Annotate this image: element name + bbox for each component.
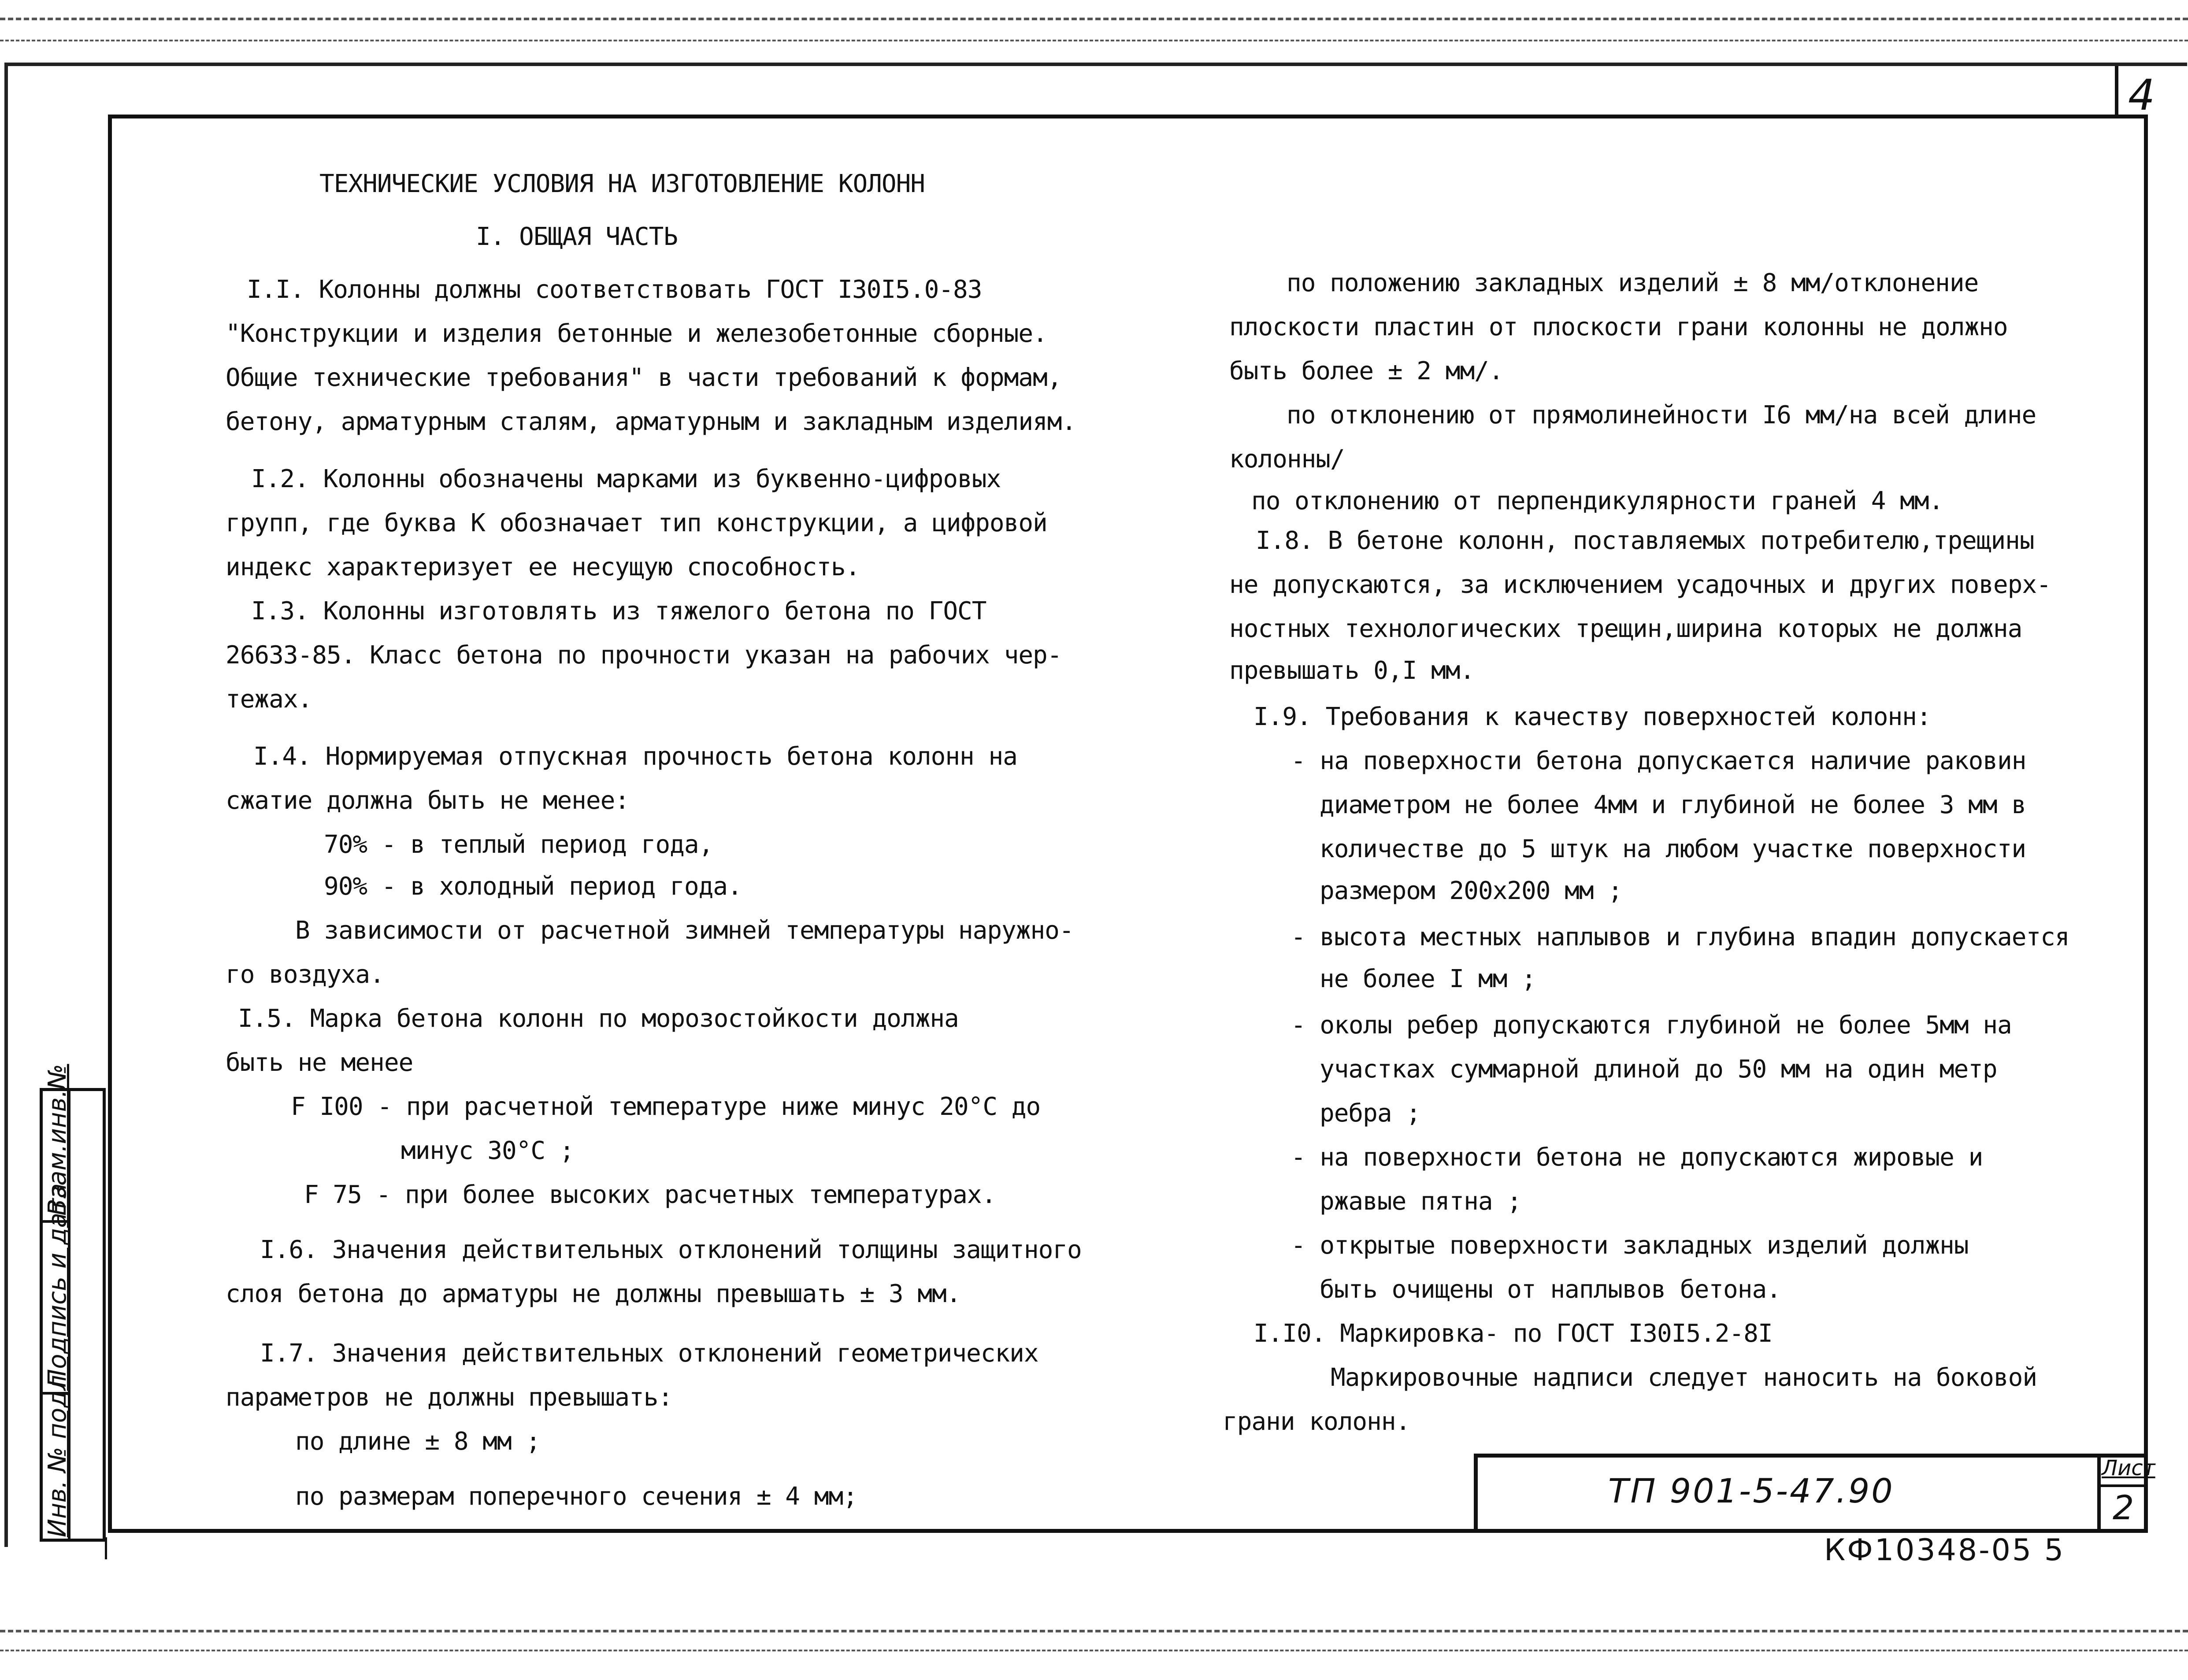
- right-text-line: ржавые пятна ;: [1320, 1187, 1522, 1216]
- left-text-line: I.5. Марка бетона колонн по морозостойкости должна: [238, 1004, 959, 1033]
- right-text-line: грани колонн.: [1223, 1407, 1410, 1436]
- right-text-line: - высота местных наплывов и глубина впадин допускается: [1291, 923, 2069, 951]
- top-cut-line: [0, 18, 2188, 20]
- left-text-line: сжатие должна быть не менее:: [226, 786, 630, 815]
- right-text-line: плоскости пластин от плоскости грани колонны не должно: [1229, 313, 2008, 341]
- sheet-number: 2: [2113, 1488, 2134, 1527]
- bottom-cut-line: [0, 1630, 2188, 1632]
- left-text-line: быть не менее: [226, 1048, 413, 1077]
- corner-sheet-number: 4: [2128, 70, 2155, 120]
- left-text-line: I.I. Колонны должны соответствовать ГОСТ I30I5.0-83: [247, 275, 982, 304]
- left-text-line: по размерам поперечного сечения ± 4 мм;: [295, 1482, 857, 1511]
- right-text-line: количестве до 5 штук на любом участке поверхности: [1320, 835, 2026, 863]
- side-stamp-inv-no: Инв. № подл: [43, 1375, 72, 1537]
- title-block-divider: [2097, 1454, 2101, 1533]
- left-text-line: В зависимости от расчетной зимней температуры наружно-: [295, 916, 1074, 945]
- sheet-label: Лист: [2102, 1456, 2155, 1480]
- right-text-line: не допускаются, за исключением усадочных и других поверх-: [1229, 570, 2051, 599]
- left-text-line: групп, где буква К обозначает тип конструкции, а цифровой: [226, 509, 1047, 537]
- document-code: ТП 901-5-47.90: [1608, 1471, 1895, 1510]
- left-text-line: 90% - в холодный период года.: [324, 872, 742, 901]
- left-text-line: минус 30°С ;: [401, 1136, 574, 1165]
- right-text-line: ребра ;: [1320, 1099, 1421, 1128]
- document-title: ТЕХНИЧЕСКИЕ УСЛОВИЯ НА ИЗГОТОВЛЕНИЕ КОЛОНН: [319, 170, 925, 198]
- right-text-line: быть более ± 2 мм/.: [1229, 357, 1503, 385]
- right-text-line: диаметром не более 4мм и глубиной не более 3 мм в: [1320, 791, 2026, 819]
- right-text-line: участках суммарной длиной до 50 мм на один метр: [1320, 1055, 1997, 1084]
- right-text-line: - на поверхности бетона не допускаются жировые и: [1291, 1143, 1983, 1172]
- right-text-line: I.8. В бетоне колонн, поставляемых потребителю,трещины: [1256, 526, 2034, 555]
- right-text-line: не более I мм ;: [1320, 965, 1536, 993]
- left-text-line: параметров не должны превышать:: [226, 1383, 673, 1412]
- left-text-line: по длине ± 8 мм ;: [295, 1427, 541, 1456]
- left-text-line: индекс характеризует ее несущую способность.: [226, 553, 860, 581]
- right-text-line: колонны/: [1229, 445, 1345, 474]
- left-text-line: I.3. Колонны изготовлять из тяжелого бетона по ГОСТ: [251, 597, 986, 625]
- margin-tick: [105, 1537, 107, 1559]
- archive-code: КФ10348-05 5: [1824, 1533, 2066, 1568]
- right-text-line: - околы ребер допускаются глубиной не более 5мм на: [1291, 1011, 2012, 1040]
- left-text-line: I.7. Значения действительных отклонений геометрических: [260, 1339, 1038, 1368]
- left-text-line: F I00 - при расчетной температуре ниже минус 20°С до: [291, 1092, 1041, 1121]
- right-text-line: размером 200х200 мм ;: [1320, 877, 1623, 905]
- right-text-line: I.9. Требования к качеству поверхностей колонн:: [1253, 703, 1931, 731]
- right-text-line: - на поверхности бетона допускается наличие раковин: [1291, 747, 2026, 775]
- top-cut-line-2: [0, 40, 2188, 41]
- title-block-sheet-divider: [2097, 1484, 2148, 1487]
- left-text-line: F 75 - при более высоких расчетных температурах.: [304, 1180, 996, 1209]
- left-text-line: I.2. Колонны обозначены марками из буквенно-цифровых: [251, 465, 1001, 493]
- bottom-cut-line-2: [0, 1650, 2188, 1651]
- right-text-line: по отклонению от перпендикулярности граней 4 мм.: [1251, 487, 1943, 515]
- side-stamp-vzam-inv: Взам.инв.№: [43, 1064, 72, 1216]
- left-text-line: Общие технические требования" в части требований к формам,: [226, 363, 1062, 392]
- left-text-line: 26633-85. Класс бетона по прочности указан на рабочих чер-: [226, 641, 1062, 670]
- right-text-line: по положению закладных изделий ± 8 мм/отклонение: [1287, 269, 1979, 297]
- left-text-line: "Конструкции и изделия бетонные и железобетонные сборные.: [226, 319, 1047, 348]
- left-text-line: бетону, арматурным сталям, арматурным и закладным изделиям.: [226, 407, 1076, 436]
- left-text-line: 70% - в теплый период года,: [324, 830, 713, 859]
- right-text-line: Маркировочные надписи следует наносить на боковой: [1331, 1363, 2037, 1392]
- right-text-line: I.I0. Маркировка- по ГОСТ I30I5.2-8I: [1253, 1319, 1773, 1348]
- left-text-line: слоя бетона до арматуры не должны превышать ± 3 мм.: [226, 1280, 961, 1308]
- right-text-line: превышать 0,I мм.: [1229, 656, 1475, 685]
- right-text-line: - открытые поверхности закладных изделий должны: [1291, 1231, 1969, 1260]
- side-stamp-podpis-data: Подпись и дата: [43, 1183, 72, 1388]
- left-text-line: I.6. Значения действительных отклонений толщины защитного: [260, 1236, 1082, 1264]
- right-text-line: быть очищены от наплывов бетона.: [1320, 1275, 1781, 1304]
- left-text-line: го воздуха.: [226, 960, 384, 989]
- left-text-line: тежах.: [226, 685, 312, 714]
- right-text-line: по отклонению от прямолинейности I6 мм/на всей длине: [1287, 401, 2036, 429]
- section-heading: I. ОБЩАЯ ЧАСТЬ: [476, 222, 678, 251]
- right-text-line: ностных технологических трещин,ширина которых не должна: [1229, 614, 2022, 643]
- left-text-line: I.4. Нормируемая отпускная прочность бетона колонн на: [253, 742, 1017, 771]
